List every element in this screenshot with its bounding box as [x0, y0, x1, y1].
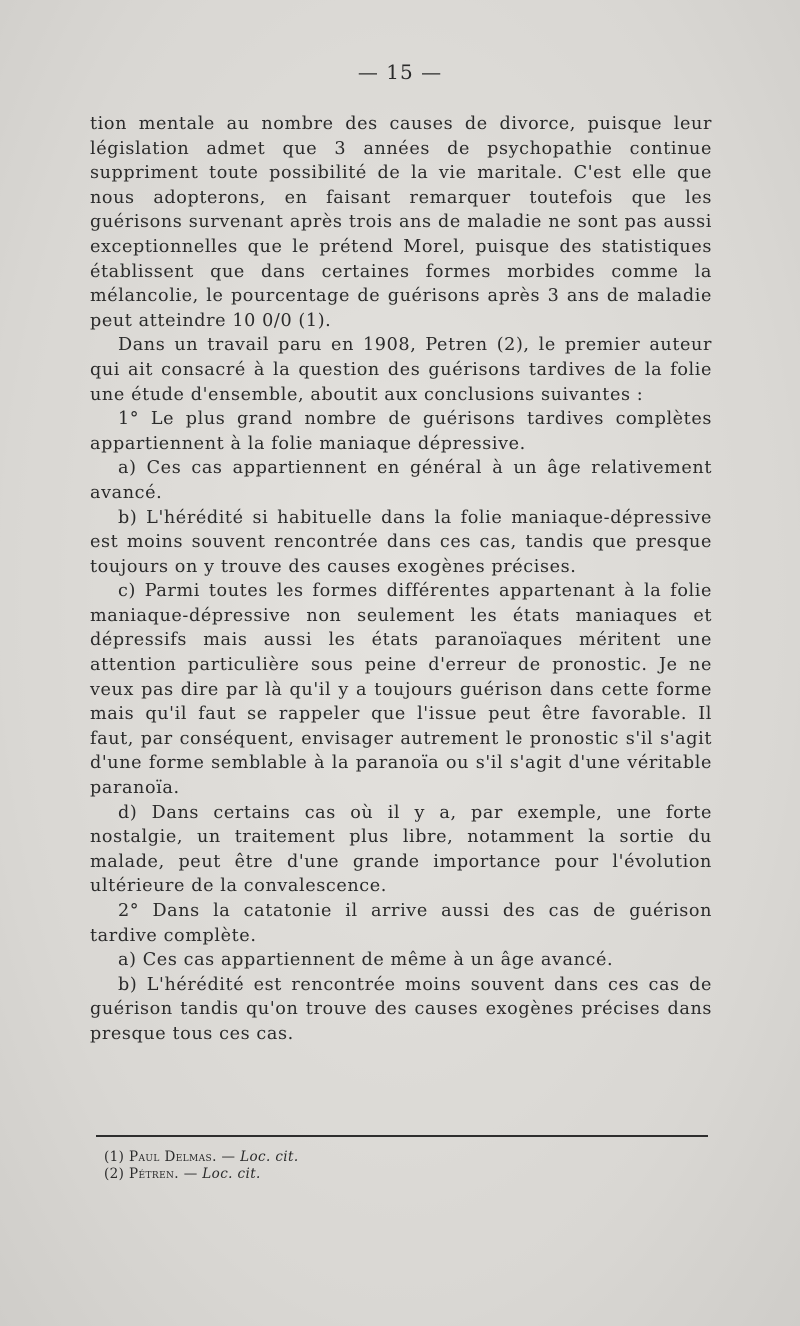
footnote-reference: Loc. cit.	[240, 1149, 299, 1165]
footnotes	[104, 1149, 704, 1183]
footnote-divider	[96, 1135, 708, 1137]
paragraph: tion mentale au nombre des causes de divorce, puisque leur législation admet que 3 années de psychopathie continue suppriment toute possibilité de la vie maritale. C'est elle que nous adopterons, en faisant remarquer toutefois que les guérisons survenant après trois ans de maladie ne sont pas aussi exceptionnelles que le prétend Morel, puisque des statistiques établissent que dans certaines formes morbides comme la mélancolie, le pourcentage de guérisons après 3 ans de maladie peut atteindre 10 0/0 (1).	[90, 114, 712, 331]
paragraph: a) Ces cas appartiennent en général à un âge relativement avancé.	[90, 458, 712, 503]
footnote-author: Paul Delmas.	[129, 1149, 217, 1165]
paragraph: 1° Le plus grand nombre de guérisons tardives complètes appartiennent à la folie maniaque dépressive.	[90, 409, 712, 454]
paragraph: Dans un travail paru en 1908, Petren (2), le premier auteur qui ait consacré à la question des guérisons tardives de la folie une étude d'ensemble, aboutit aux conclusions suivantes :	[90, 335, 712, 405]
paragraph: c) Parmi toutes les formes différentes appartenant à la folie maniaque-dépressive non seulement les états maniaques et dépressifs mais aussi les états paranoïaques méritent une attention particulière sous peine d'erreur de pronostic. Je ne veux pas dire par là qu'il y a toujours guérison dans cette forme mais qu'il faut se rappeler que l'issue peut être favorable. Il faut, par conséquent, envisager autrement le pronostic s'il s'agit d'une forme semblable à la paranoïa ou s'il s'agit d'une véritable paranoïa.	[90, 581, 712, 799]
page-number: — 15 —	[357, 60, 443, 84]
paragraph: b) L'hérédité est rencontrée moins souvent dans ces cas de guérison tandis qu'on trouve des causes exogènes précises dans presque tous ces cas.	[90, 974, 712, 1044]
footnote-mark: (2)	[104, 1166, 125, 1182]
paragraph: 2° Dans la catatonie il arrive aussi des cas de guérison tardive complète.	[90, 901, 712, 946]
paragraph: d) Dans certains cas où il y a, par exemple, une forte nostalgie, un traitement plus libre, notamment la sortie du malade, peut être d'une grande importance pour l'évolution ultérieure de la convalescence.	[90, 802, 712, 897]
footnote: (1) Paul Delmas. — Loc. cit.	[104, 1149, 299, 1165]
footnote-reference: Loc. cit.	[202, 1166, 261, 1182]
footnote-author: Pétren.	[129, 1166, 179, 1182]
paragraph: a) Ces cas appartiennent de même à un âge avancé.	[118, 950, 614, 971]
footnote: (2) Pétren. — Loc. cit.	[104, 1166, 261, 1182]
body-text	[90, 112, 712, 1047]
paragraph: b) L'hérédité si habituelle dans la folie maniaque-dépressive est moins souvent rencontrée dans ces cas, tandis que presque toujours on y trouve des causes exogènes précises.	[90, 507, 712, 577]
footnote-mark: (1)	[104, 1149, 125, 1165]
